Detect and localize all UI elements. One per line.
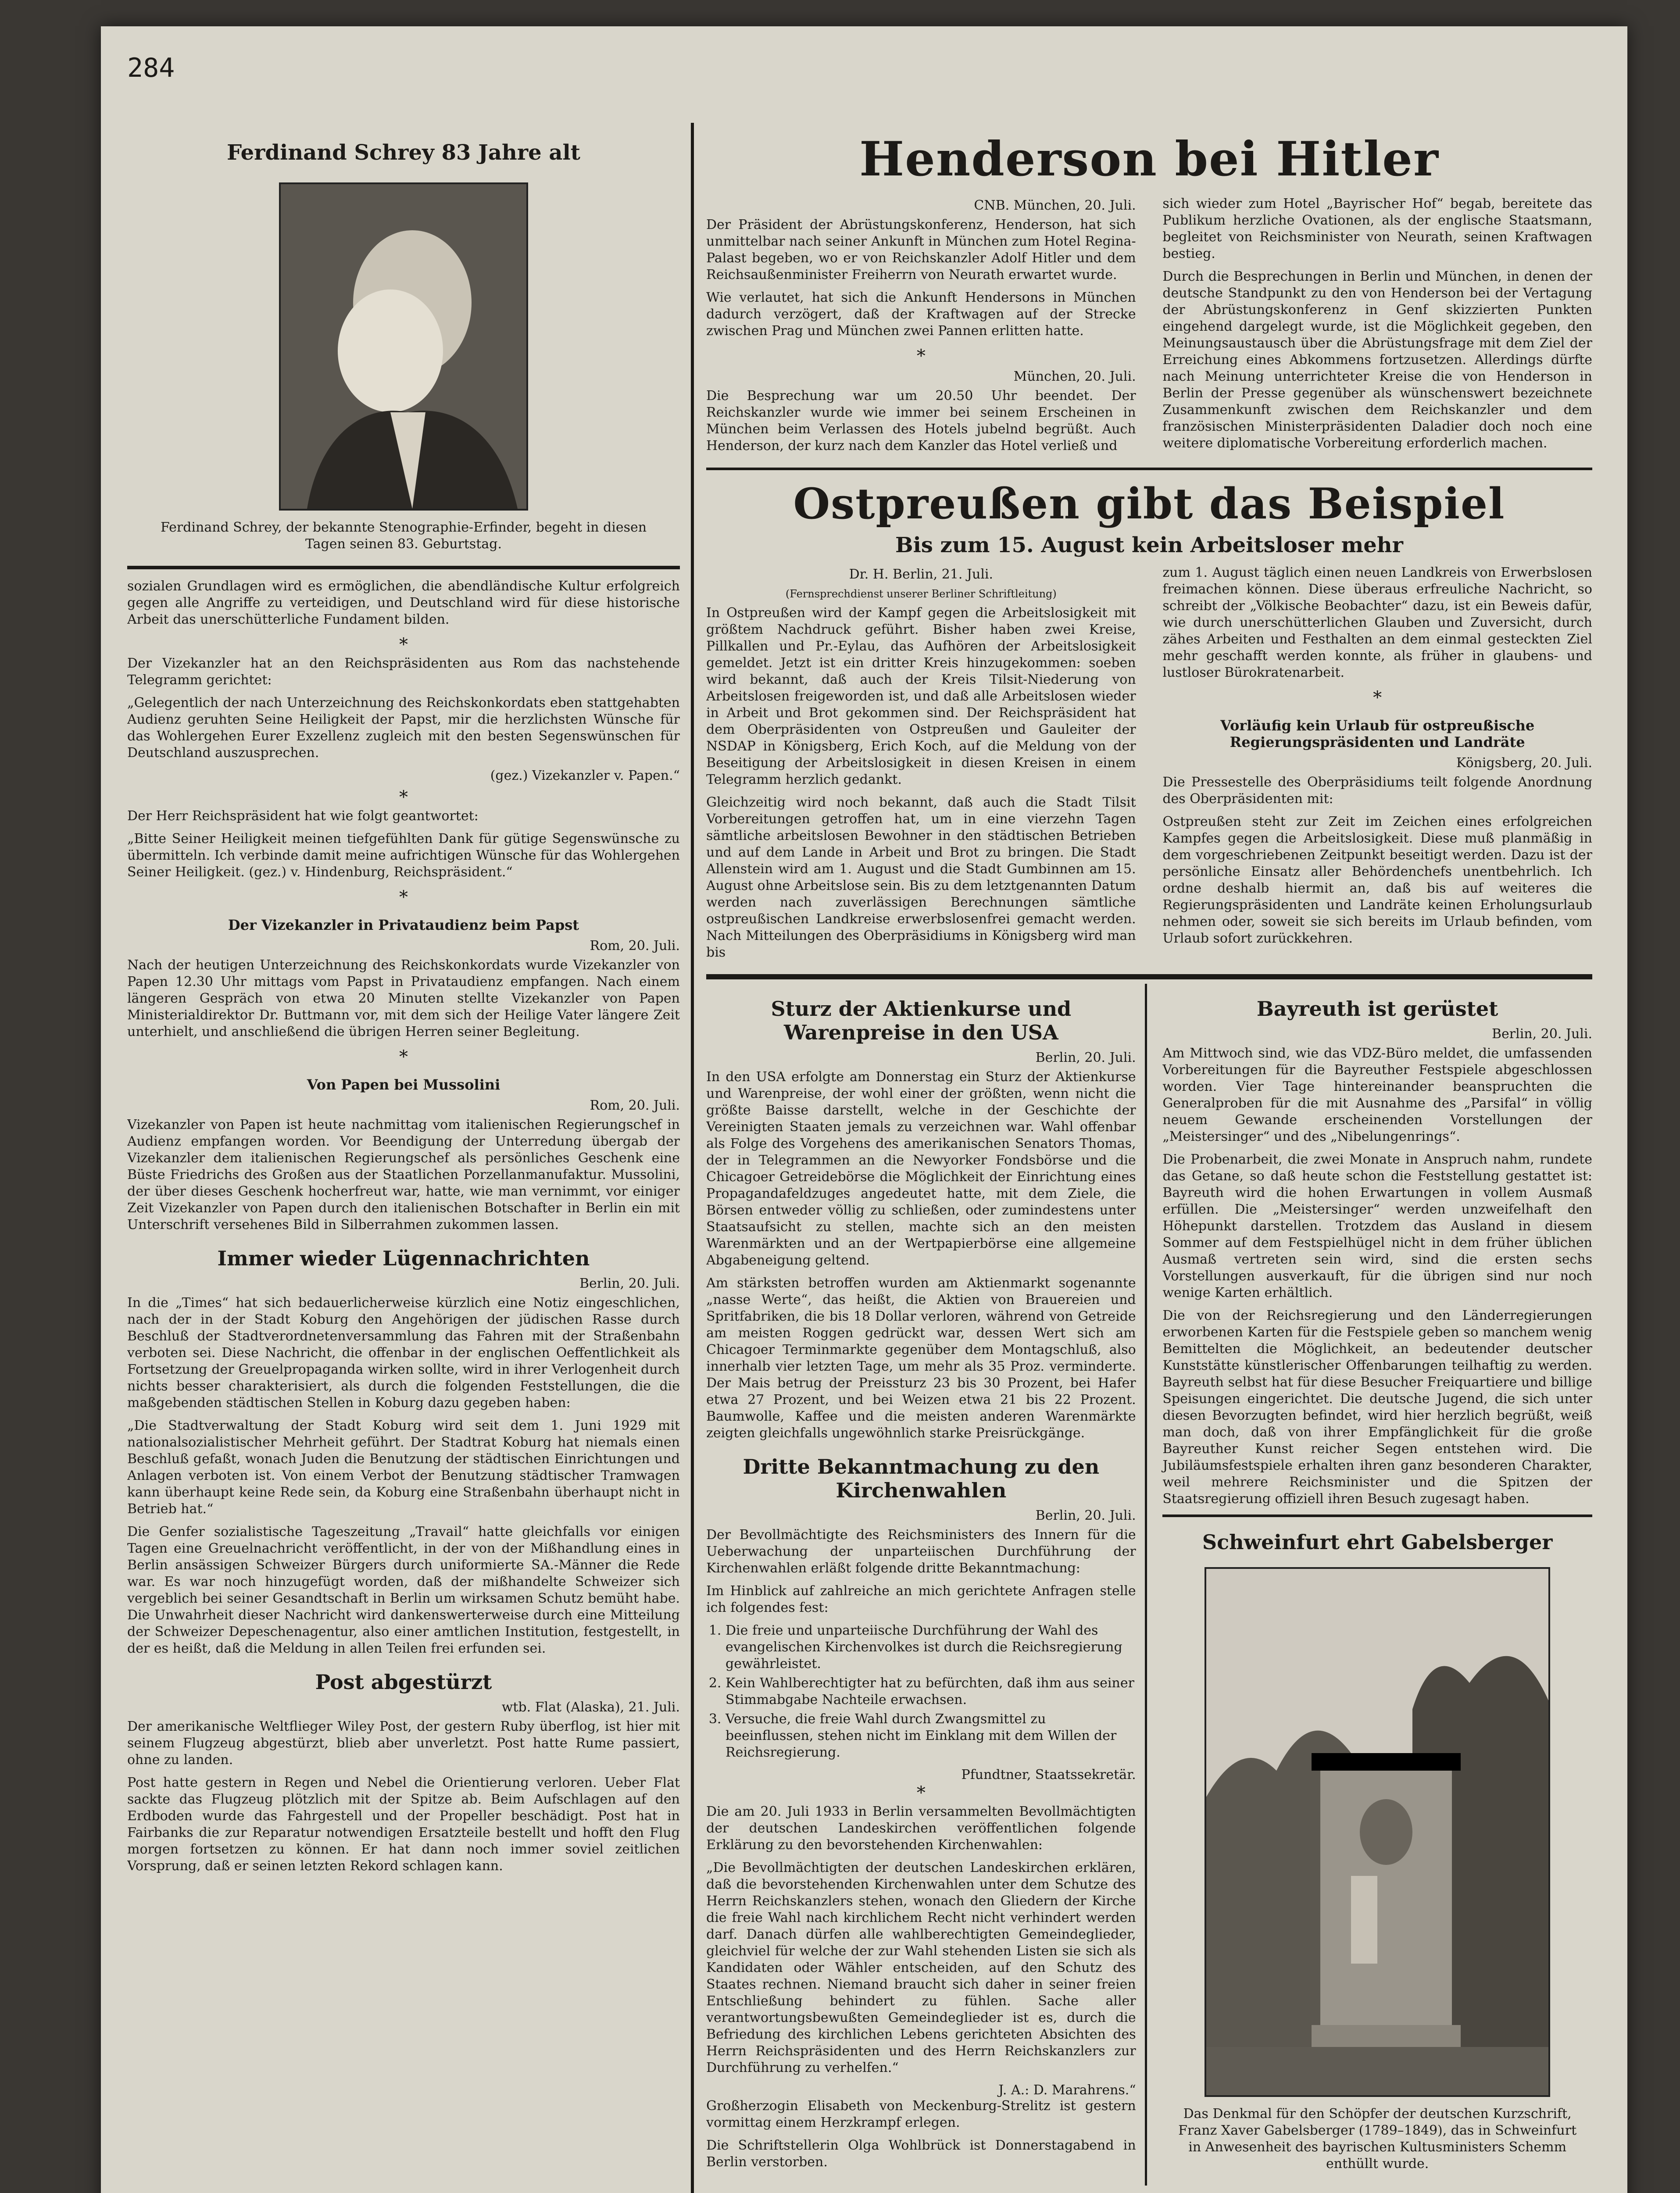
separator-asterisk: * bbox=[399, 887, 408, 907]
article-text: Im Hinblick auf zahlreiche an mich gerichtete Anfragen stelle ich folgendes fest: bbox=[706, 1583, 1136, 1615]
ostpreussen-article bbox=[706, 564, 1592, 967]
article-text: Der Bevollmächtigte des Reichsministers des Innern für die Ueberwachung der unparteiischen Durchführung der Kirchenwahlen erläßt folgende dritte Bekanntmachung: bbox=[706, 1527, 1136, 1576]
article-text: Die Besprechung war um 20.50 Uhr beendet. Der Reichskanzler wurde wie immer bei seinem Erscheinen in München beim Verlassen des Hotels jubelnd begrüßt. Auch Henderson, der kurz nach dem Kanzler das Hotel verließ und bbox=[706, 388, 1136, 454]
article-text: In den USA erfolgte am Donnerstag ein Sturz der Aktienkurse und Warenpreise, der wohl einer der größten, wenn nicht die größte Baisse darstellt, welche in der Geschichte der Vereinigten Staaten jemals zu verzeichnen war. Wahl offenbar als Folge des Vorgehens des amerikanischen Senators Thomas, der in Telegrammen an die Newyorker Fondsbörse und die Chicagoer Getreidebörse die Möglichkeit der Einrichtung eines Propagandafeldzuges angedeutet hatte, mit dem Ziele, die Börsen entweder völlig zu schließen, oder zumindestens unter Staatsaufsicht zu stellen, machte sich an den meisten Warenmärkten und an der Wertpapierbörse eine allgemeine Abgabeneigung geltend. bbox=[706, 1069, 1136, 1268]
article-text: „Die Stadtverwaltung der Stadt Koburg wird seit dem 1. Juni 1929 mit nationalsozialistischer Mehrheit geführt. Der Stadtrat Koburg hat niemals einen Beschluß gefaßt, wonach Juden die Benutzung der städtischen Einrichtungen und Anlagen verboten ist. Von einem Verbot der Benutzung städtischer Tramwagen kann überhaupt keine Rede sein, da Koburg eine Straßenbahn überhaupt nicht in Betrieb hat.“ bbox=[127, 1418, 680, 1517]
article-text: Die Pressestelle des Oberpräsidiums teilt folgende Anordnung des Oberpräsidenten mit: bbox=[1162, 775, 1592, 807]
dateline: Rom, 20. Juli. bbox=[590, 938, 680, 954]
section-rule bbox=[1162, 1514, 1592, 1517]
monument-caption: Das Denkmal für den Schöpfer der deutschen Kurzschrift, Franz Xaver Gabelsberger (1789–1849), das in Schweinfurt in Anwesenheit des bayrischen Kultusministers Schemm enthüllt wurde. bbox=[1178, 2106, 1577, 2172]
article-text: Die Probenarbeit, die zwei Monate in Anspruch nahm, rundete das Getane, so daß heute schon die Feststellung gestattet ist: Bayreuth wird die hohen Erwartungen in vollem Ausmaß erfüllen. Die „Meistersinger“ werden unzweifelhaft den Höhepunkt darstellen. Trotzdem das Ausland in diesem Sommer auf dem Festspielhügel nicht in dem früher üblichen Ausmaß vertreten sein wird, sind die ersten sechs Vorstellungen ausverkauft, für die übrigen sind nur noch wenige Karten erhältlich. bbox=[1162, 1152, 1592, 1300]
article-text: Der Vizekanzler hat an den Reichspräsidenten aus Rom das nachstehende Telegramm gerichtet: bbox=[127, 656, 680, 688]
article-text: Nach der heutigen Unterzeichnung des Reichskonkordats wurde Vizekanzler von Papen 12.30 Uhr mittags vom Papst in Privataudienz empfangen. Nach einem längeren Gespräch von etwa 20 Minuten stellte Vizekanzler von Papen Ministerialdirektor Dr. Buttmann vor, mit dem sich der Heilige Vater längere Zeit unterhielt, und anschließend die übrigen Herren seiner Begleitung. bbox=[127, 957, 680, 1039]
dateline: München, 20. Juli. bbox=[1013, 369, 1136, 384]
article-text: zum 1. August täglich einen neuen Landkreis von Erwerbslosen freimachen können. Diese überaus erfreuliche Nachricht, so schreibt der „Völkische Beobachter“ dazu, ist ein Beweis dafür, wie durch unerschütterlichen Glauben und Zuversicht, durch zähes Arbeiten und Festhalten an dem einmal gesteckten Ziel mehr geschafft werden konnte, als früher in glaubens- und lustloser Bürokratenarbeit. bbox=[1162, 565, 1592, 680]
dateline: Berlin, 20. Juli. bbox=[1035, 1508, 1136, 1523]
dateline: CNB. München, 20. Juli. bbox=[974, 198, 1136, 213]
separator-asterisk: * bbox=[399, 1047, 408, 1067]
separator-asterisk: * bbox=[1373, 688, 1382, 708]
dateline: Königsberg, 20. Juli. bbox=[1456, 755, 1592, 771]
portrait-title: Ferdinand Schrey 83 Jahre alt bbox=[227, 140, 580, 165]
article-text: Der Herr Reichspräsident hat wie folgt geantwortet: bbox=[127, 808, 479, 824]
list-item: 2. Kein Wahlberechtigter hat zu befürchten, daß ihm aus seiner Stimmabgabe Nachteile erwachsen. bbox=[726, 1675, 1136, 1708]
article-text: Die von der Reichsregierung und den Länderregierungen erworbenen Karten für die Festspiele geben so manchem wenig Bemittelten die Möglichkeit, an bedeutender deutscher Kunststätte künstlerischer Offenbarungen teilhaftig zu werden. Bayreuth selbst hat für diese Besucher Freiquartiere und billige Speisungen eingerichtet. Die deutsche Jugend, die sich unter diesen Bevorzugten befindet, wird hier herzlich begrüßt, weiß man doch, daß von ihrer Empfänglichkeit für die große Bayreuther Kunst reicher Segen entstehen wird. Die Jubiläumsfestspiele erhalten ihren ganz besonderen Charakter, weil mehrere Reichsminister und die Spitzen der Staatsregierung offiziell ihren Besuch zugesagt haben. bbox=[1162, 1308, 1592, 1507]
section-rule bbox=[127, 566, 680, 569]
portrait-caption: Ferdinand Schrey, der bekannte Stenographie-Erfinder, begeht in diesen Tagen seinen 83. Geburtstag. bbox=[160, 520, 647, 552]
dateline: wtb. Flat (Alaska), 21. Juli. bbox=[501, 1700, 680, 1715]
separator-asterisk: * bbox=[916, 346, 926, 366]
separator-asterisk: * bbox=[916, 1783, 926, 1803]
signature: (gez.) Vizekanzler v. Papen.“ bbox=[490, 768, 680, 783]
dateline: Dr. H. Berlin, 21. Juli. bbox=[849, 567, 994, 582]
column-rule bbox=[691, 123, 694, 2193]
article-headline: Dritte Bekanntmachung zu den Kirchenwahlen bbox=[743, 1455, 1100, 1502]
article-text: sich wieder zum Hotel „Bayrischer Hof“ begab, bereitete das Publikum herzliche Ovationen, als der englische Staatsmann, begleitet von Reichsminister von Neurath, seinen Kraftwagen bestieg. bbox=[1162, 196, 1592, 261]
article-text: „Gelegentlich der nach Unterzeichnung des Reichskonkordats eben stattgehabten Audienz geruhten Seine Heiligkeit der Papst, mir die herzlichsten Wünsche für das Wohlergehen Eurer Exzellenz zugleich mit den besten Segenswünschen für Deutschland auszusprechen. bbox=[127, 695, 680, 761]
article-text: Ostpreußen steht zur Zeit im Zeichen eines erfolgreichen Kampfes gegen die Arbeitslosigkeit. Diese muß planmäßig in dem vorgeschriebenen Zeitpunkt beseitigt werden. Dazu ist der persönliche Einsatz aller Behördenchefs unentbehrlich. Ich ordne deshalb hiermit an, daß bis auf weiteres die Regierungspräsidenten und Landräte keinen Erholungsurlaub nehmen oder, soweit sie sich bereits im Urlaub befinden, vom Urlaub sofort zurückkehren. bbox=[1162, 814, 1592, 946]
article-headline: Ostpreußen gibt das Beispiel bbox=[793, 479, 1505, 529]
article-text: „Die Bevollmächtigten der deutschen Landeskirchen erklären, daß die bevorstehenden Kirchenwahlen unter dem Schutze des Herrn Reichskanzlers stehen, wonach den Gliedern der Kirche die freie Wahl nach kirchlichem Recht nicht verhindert werden darf. Danach dürfen alle wahlberechtigten Gemeindeglieder, gleichviel für welche der zur Wahl stehenden Listen sie sich als Kandidaten oder Wähler entscheiden, auf den Schutz des Staates rechnen. Niemand braucht sich daher in seiner freien Entschließung behindert zu fühlen. Sache aller verantwortungsbewußten Gemeindeglieder ist es, durch die Befriedung des kirchlichen Lebens gerichteten Absichten des Herrn Reichspräsidenten und des Herrn Reichskanzlers zur Durchführung zu verhelfen.“ bbox=[706, 1860, 1136, 2075]
article-text: Gleichzeitig wird noch bekannt, daß auch die Stadt Tilsit Vorbereitungen getroffen hat, um in eine vierzehn Tagen sämtliche arbeitslosen Bewohner in den städtischen Betrieben und auf dem Lande in Arbeit und Brot zu bringen. Die Stadt Allenstein wird am 1. August und die Stadt Gumbinnen am 15. August ohne Arbeitslose sein. Bis zu dem letztgenannten Datum werden nach zuverlässigen Berechnungen sämtliche ostpreußischen Landkreise erwerbslosenfrei gemacht werden. Nach Mitteilungen des Oberpräsidiums in Königsberg wird man bis bbox=[706, 795, 1136, 960]
separator-asterisk: * bbox=[399, 787, 408, 807]
article-headline: Henderson bei Hitler bbox=[859, 132, 1439, 187]
page-number: 284 bbox=[127, 53, 175, 83]
article-text: Die Genfer sozialistische Tageszeitung „Travail“ hatte gleichfalls vor einigen Tagen eine Greuelnachricht veröffentlicht, in der von der Mißhandlung eines in Berlin ansässigen Schweizer Bürgers durch uniformierte SA.-Männer die Rede war. Es war noch hinzugefügt worden, daß der mißhandelte Schweizer sich vergeblich bei seiner Gesandtschaft in Berlin um wirksamen Schutz bemüht habe. Die Unwahrheit dieser Nachricht wird dankenswerterweise durch eine Mitteilung der Schweizer Depeschenagentur, also einer amtlichen Institution, festgestellt, in der es heißt, daß die Meldung in allen Teilen frei erfunden sei. bbox=[127, 1524, 680, 1656]
sub-headline: Von Papen bei Mussolini bbox=[307, 1076, 500, 1093]
article-text: Post hatte gestern in Regen und Nebel die Orientierung verloren. Ueber Flat sackte das Flugzeug plötzlich mit der Spitze ab. Beim Aufschlagen auf den Erdboden wurde das Fahrgestell und der Propeller beschädigt. Post hat in Fairbanks die zur Reparatur notwendigen Ersatzteile bestellt und hofft den Flug morgen fortsetzen zu können. Er hat dann noch immer soviel zeitlichen Vorsprung, daß er seinen letzten Rekord schlagen kann. bbox=[127, 1775, 680, 1874]
right-area bbox=[706, 114, 1592, 2193]
article-text: In Ostpreußen wird der Kampf gegen die Arbeitslosigkeit mit größtem Nachdruck geführt. Bisher haben zwei Kreise, Pillkallen und Pr.-Eylau, das Aufhören der Arbeitslosigkeit gemeldet. Jetzt ist ein dritter Kreis hinzugekommen: soeben wird bekannt, daß auch der Kreis Tilsit-Niederung von Arbeitslosen freigeworden ist, und daß alle Arbeitslosen wieder in Arbeit und Brot gekommen sind. Der Reichspräsident hat dem Oberpräsidenten von Ostpreußen und Gauleiter der NSDAP in Königsberg, Erich Koch, auf die Meldung von der Beseitigung der Arbeitslosigkeit in diesen Kreisen in einem Telegramm herzlich gedankt. bbox=[706, 605, 1136, 787]
sub-headline: Vorläufig kein Urlaub für ostpreußische Regierungspräsidenten und Landräte bbox=[1220, 717, 1535, 750]
dateline: Berlin, 20. Juli. bbox=[1035, 1050, 1136, 1065]
byline: (Fernsprechdienst unserer Berliner Schriftleitung) bbox=[785, 588, 1057, 600]
article-subtitle: Bis zum 15. August kein Arbeitsloser mehr bbox=[895, 533, 1403, 557]
article-text: Vizekanzler von Papen ist heute nachmittag vom italienischen Regierungschef in Audienz empfangen worden. Vor Beendigung der Unterredung übergab der Vizekanzler dem italienischen Regierungschef als persönliches Geschenk eine Büste Friedrichs des Großen aus der Staatlichen Porzellanmanufaktur. Mussolini, der über dieses Geschenk hocherfreut war, hatte, wie man vernimmt, vor einiger Zeit Vizekanzler von Papen durch den italienischen Botschafter in Berlin ein mit Unterschrift versehenes Bild in Silberrahmen zukommen lassen. bbox=[127, 1117, 680, 1232]
article-text: In die „Times“ hat sich bedauerlicherweise kürzlich eine Notiz eingeschlichen, nach der in der Stadt Koburg den Angehörigen der jüdischen Rasse durch Beschluß der Stadtverordnetenversammlung das Fahren mit der Straßenbahn verboten sei. Diese Nachricht, die offenbar in der englischen Oeffentlichkeit als Fortsetzung der Greuelpropaganda wirken sollte, wird in ihrer Verlogenheit durch nichts besser charakterisiert, als durch die folgenden Feststellungen, die die maßgebenden städtischen Stellen in Koburg dazu gegeben haben: bbox=[127, 1295, 680, 1411]
article-text: Der amerikanische Weltflieger Wiley Post, der gestern Ruby überflog, ist hier mit seinem Flugzeug abgestürzt, blieb aber unverletzt. Post hatte Rume passiert, ohne zu landen. bbox=[127, 1719, 680, 1768]
list-item: 1. Die freie und unparteiische Durchführung der Wahl des evangelischen Kirchenvolkes ist durch die Reichsregierung gewährleistet. bbox=[726, 1622, 1136, 1672]
article-text: Die am 20. Juli 1933 in Berlin versammelten Bevollmächtigten der deutschen Landeskirchen veröffentlichen folgende Erklärung zu den bevorstehenden Kirchenwahlen: bbox=[706, 1804, 1136, 1853]
dateline: Berlin, 20. Juli. bbox=[579, 1276, 680, 1291]
section-rule bbox=[706, 974, 1592, 979]
lower-columns bbox=[706, 984, 1592, 2186]
article-text: „Bitte Seiner Heiligkeit meinen tiefgefühlten Dank für gütige Segenswünsche zu übermitteln. Ich verbinde damit meine aufrichtigen Wünsche für das Wohlergehen Seiner Heiligkeit. (gez.) v. Hindenburg, Reichspräsident.“ bbox=[127, 831, 680, 880]
article-headline: Immer wieder Lügennachrichten bbox=[217, 1247, 590, 1270]
numbered-list bbox=[706, 1622, 1136, 1761]
article-text: Der Präsident der Abrüstungskonferenz, Henderson, hat sich unmittelbar nach seiner Ankunft in München zum Hotel Regina-Palast begeben, wo er von Reichskanzler Adolf Hitler und dem Reichsaußenminister Freiherrn von Neurath erwartet wurde. bbox=[706, 217, 1136, 282]
monument-photo bbox=[1205, 1567, 1550, 2097]
portrait-photo bbox=[279, 182, 528, 511]
list-item: 3. Versuche, die freie Wahl durch Zwangsmittel zu beeinflussen, stehen nicht im Einklang mit dem Willen der Reichsregierung. bbox=[726, 1711, 1136, 1761]
article-text: Großherzogin Elisabeth von Meckenburg-Strelitz ist gestern vormittag einem Herzkrampf erlegen. bbox=[706, 2098, 1136, 2130]
article-text: Am stärksten betroffen wurden am Aktienmarkt sogenannte „nasse Werte“, das heißt, die Aktien von Brauereien und Spritfabriken, die bis 18 Dollar verloren, während von Getreide am meisten Roggen gedrückt war, dessen Wert sich am Chicagoer Terminmarkte gegenüber dem Montagschluß, also innerhalb vier letzten Tage, um mehr als 35 Proz. verminderte. Der Mais betrug der Preissturz 23 bis 30 Prozent, bei Hafer etwa 27 Prozent, und bei Weizen etwa 21 bis 22 Prozent. Baumwolle, Kaffee und die meisten anderen Warenmärkte zeigten gleichfalls ungewöhnlich starke Preisrückgänge. bbox=[706, 1275, 1136, 1441]
article-text: Wie verlautet, hat sich die Ankunft Hendersons in München dadurch verzögert, daß der Kraftwagen auf der Strecke zwischen Prag und München zwei Pannen erlitten hatte. bbox=[706, 290, 1136, 339]
signature: Pfundtner, Staatssekretär. bbox=[961, 1767, 1136, 1782]
article-headline: Bayreuth ist gerüstet bbox=[1256, 997, 1498, 1021]
article-headline: Post abgestürzt bbox=[315, 1670, 492, 1694]
article-text: Durch die Besprechungen in Berlin und München, in denen der deutsche Standpunkt zu den von Henderson bei der Vertagung der Abrüstungskonferenz in Genf skizzierten Punkten eingehend dargelegt wurde, ist die Möglichkeit gegeben, den Meinungsaustausch über die Abrüstungsfrage mit dem Ziel der Erreichung eines Abkommens fortzusetzen. Allerdings dürfte nach Meinung unterrichteter Kreise die von Henderson in Berlin der Presse gegenüber als wünschenswert bezeichnete Zusammenkunft zwischen dem Reichskanzler und dem französischen Ministerpräsidenten Daladier doch noch eine weitere diplomatische Vorbereitung erforderlich machen. bbox=[1162, 269, 1592, 451]
dateline: Berlin, 20. Juli. bbox=[1491, 1026, 1592, 1042]
separator-asterisk: * bbox=[399, 635, 408, 655]
article-headline: Schweinfurt ehrt Gabelsberger bbox=[1202, 1530, 1553, 1554]
newspaper-page bbox=[101, 26, 1627, 2193]
sub-headline: Der Vizekanzler in Privataudienz beim Papst bbox=[228, 917, 579, 933]
article-text: Am Mittwoch sind, wie das VDZ-Büro meldet, die umfassenden Vorbereitungen für die Bayreuther Festspiele abgeschlossen worden. Vier Tage hintereinander beanspruchten die Generalproben für die mit Ausnahme des „Parsifal“ in völlig neuem Gewande erscheinenden Vorstellungen der „Meistersinger“ und des „Nibelungenrings“. bbox=[1162, 1046, 1592, 1144]
henderson-article bbox=[706, 196, 1592, 461]
article-headline: Sturz der Aktienkurse und Warenpreise in den USA bbox=[771, 997, 1072, 1044]
left-column bbox=[127, 114, 680, 2193]
dateline: Rom, 20. Juli. bbox=[590, 1098, 680, 1113]
signature: J. A.: D. Marahrens.“ bbox=[998, 2082, 1136, 2098]
article-text: Die Schriftstellerin Olga Wohlbrück ist Donnerstagabend in Berlin verstorben. bbox=[706, 2138, 1136, 2170]
section-rule bbox=[706, 468, 1592, 470]
article-text: sozialen Grundlagen wird es ermöglichen, die abendländische Kultur erfolgreich gegen alle Angriffe zu verteidigen, und Deutschland wird für diese historische Arbeit das unerschütterliche Fundament bilden. bbox=[127, 579, 680, 627]
